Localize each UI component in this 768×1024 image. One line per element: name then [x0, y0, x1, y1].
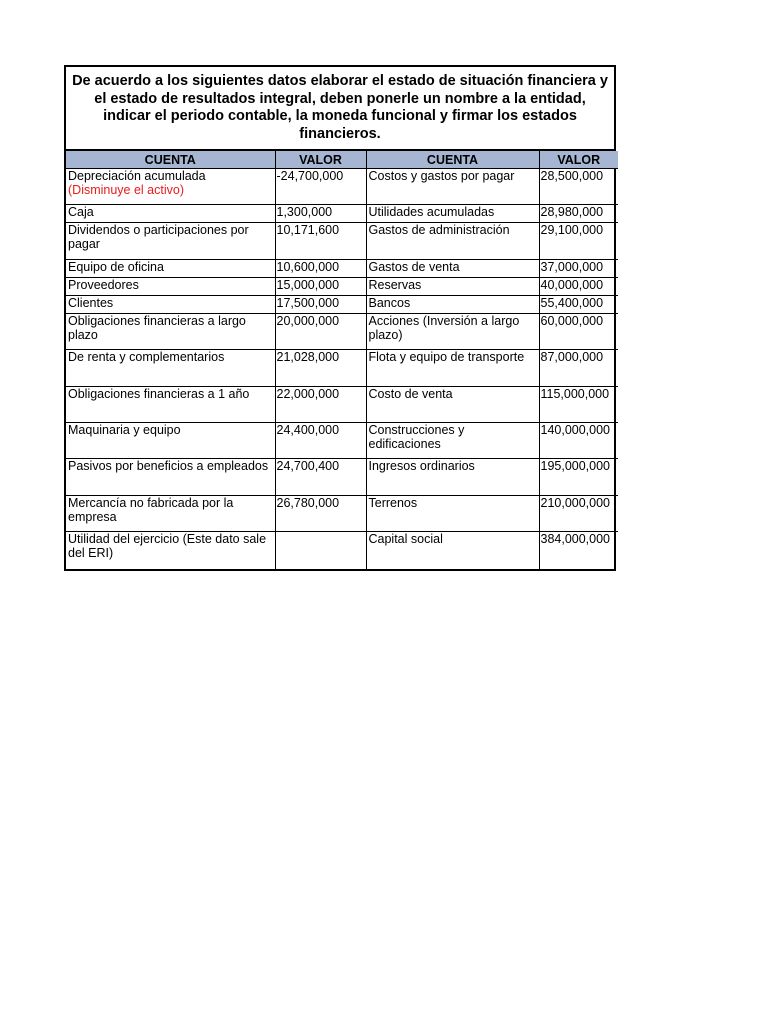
valor-1-cell: 26,780,000 — [275, 496, 366, 532]
valor-1-cell — [275, 532, 366, 569]
table-row — [66, 387, 618, 423]
valor-2-cell: 140,000,000 — [539, 423, 618, 459]
cuenta-1-label: Equipo de oficina — [68, 260, 164, 274]
table-row — [66, 314, 618, 350]
cuenta-1-cell — [66, 387, 275, 423]
cuenta-2-cell: Terrenos — [366, 496, 539, 532]
valor-1-cell: 17,500,000 — [275, 296, 366, 314]
cuenta-1-label: Proveedores — [68, 278, 139, 292]
header-valor-2: VALOR — [539, 151, 618, 169]
cuenta-1-cell — [66, 459, 275, 496]
table-row — [66, 350, 618, 387]
valor-2-cell: 28,500,000 — [539, 169, 618, 205]
cuenta-1-cell — [66, 223, 275, 260]
valor-2-cell: 40,000,000 — [539, 278, 618, 296]
table-row — [66, 260, 618, 278]
instructions-title: De acuerdo a los siguientes datos elaborar el estado de situación financiera y el estado de resultados integral, deben ponerle un nombre a la entidad, indicar el periodo contable, la moneda funcional y firmar los estados financieros. — [66, 67, 614, 151]
cuenta-1-label: Mercancía no fabricada por la empresa — [68, 496, 234, 524]
cuenta-1-label: De renta y complementarios — [68, 350, 225, 364]
table-row — [66, 459, 618, 496]
cuenta-1-label: Caja — [68, 205, 94, 219]
cuenta-2-cell: Costo de venta — [366, 387, 539, 423]
valor-2-cell: 37,000,000 — [539, 260, 618, 278]
cuenta-1-cell — [66, 205, 275, 223]
table-header-row — [66, 151, 618, 169]
valor-2-cell: 28,980,000 — [539, 205, 618, 223]
valor-1-cell: 20,000,000 — [275, 314, 366, 350]
valor-1-cell: 1,300,000 — [275, 205, 366, 223]
cuenta-2-cell: Acciones (Inversión a largo plazo) — [366, 314, 539, 350]
table-row — [66, 223, 618, 260]
valor-1-cell: 15,000,000 — [275, 278, 366, 296]
cuenta-1-label: Utilidad del ejercicio (Este dato sale del ERI) — [68, 532, 267, 560]
cuenta-1-cell — [66, 496, 275, 532]
cuenta-2-cell: Capital social — [366, 532, 539, 569]
cuenta-1-label: Obligaciones financieras a largo plazo — [68, 314, 246, 342]
header-valor-1: VALOR — [275, 151, 366, 169]
valor-2-cell: 384,000,000 — [539, 532, 618, 569]
cuenta-2-cell: Gastos de administración — [366, 223, 539, 260]
table-row — [66, 278, 618, 296]
table-row — [66, 205, 618, 223]
valor-1-cell: 21,028,000 — [275, 350, 366, 387]
valor-2-cell: 60,000,000 — [539, 314, 618, 350]
cuenta-1-label: Maquinaria y equipo — [68, 423, 181, 437]
cuenta-1-cell — [66, 278, 275, 296]
header-cuenta-1: CUENTA — [66, 151, 275, 169]
valor-2-cell: 29,100,000 — [539, 223, 618, 260]
cuenta-1-label: Depreciación acumulada — [68, 169, 206, 183]
cuenta-2-cell: Bancos — [366, 296, 539, 314]
cuenta-1-cell — [66, 260, 275, 278]
cuenta-1-label: Obligaciones financieras a 1 año — [68, 387, 250, 401]
valor-2-cell: 55,400,000 — [539, 296, 618, 314]
valor-1-cell: 24,700,400 — [275, 459, 366, 496]
cuenta-1-label: Dividendos o participaciones por pagar — [68, 223, 249, 251]
valor-1-cell: 10,600,000 — [275, 260, 366, 278]
cuenta-2-cell: Utilidades acumuladas — [366, 205, 539, 223]
table-row — [66, 296, 618, 314]
cuenta-1-cell — [66, 314, 275, 350]
header-cuenta-2: CUENTA — [366, 151, 539, 169]
cuenta-1-cell — [66, 532, 275, 569]
valor-2-cell: 195,000,000 — [539, 459, 618, 496]
cuenta-2-cell: Flota y equipo de transporte — [366, 350, 539, 387]
valor-2-cell: 87,000,000 — [539, 350, 618, 387]
cuenta-2-cell: Construcciones y edificaciones — [366, 423, 539, 459]
valor-1-cell: 24,400,000 — [275, 423, 366, 459]
cuenta-2-cell: Gastos de venta — [366, 260, 539, 278]
table-row — [66, 169, 618, 205]
valor-1-cell: 22,000,000 — [275, 387, 366, 423]
table-row — [66, 496, 618, 532]
cuenta-1-cell — [66, 423, 275, 459]
table-row — [66, 423, 618, 459]
cuenta-1-cell — [66, 169, 275, 205]
cuenta-2-cell: Ingresos ordinarios — [366, 459, 539, 496]
cuenta-1-label: Clientes — [68, 296, 114, 310]
table-row — [66, 532, 618, 569]
cuenta-1-label: Pasivos por beneficios a empleados — [68, 459, 269, 473]
valor-2-cell: 210,000,000 — [539, 496, 618, 532]
cuenta-2-cell: Reservas — [366, 278, 539, 296]
exercise-sheet — [64, 65, 616, 571]
cuenta-2-cell: Costos y gastos por pagar — [366, 169, 539, 205]
valor-2-cell: 115,000,000 — [539, 387, 618, 423]
cuenta-1-cell — [66, 350, 275, 387]
valor-1-cell: 10,171,600 — [275, 223, 366, 260]
cuenta-1-note: (Disminuye el activo) — [68, 182, 185, 197]
valor-1-cell: -24,700,000 — [275, 169, 366, 205]
cuenta-1-cell — [66, 296, 275, 314]
accounts-table — [66, 151, 618, 569]
